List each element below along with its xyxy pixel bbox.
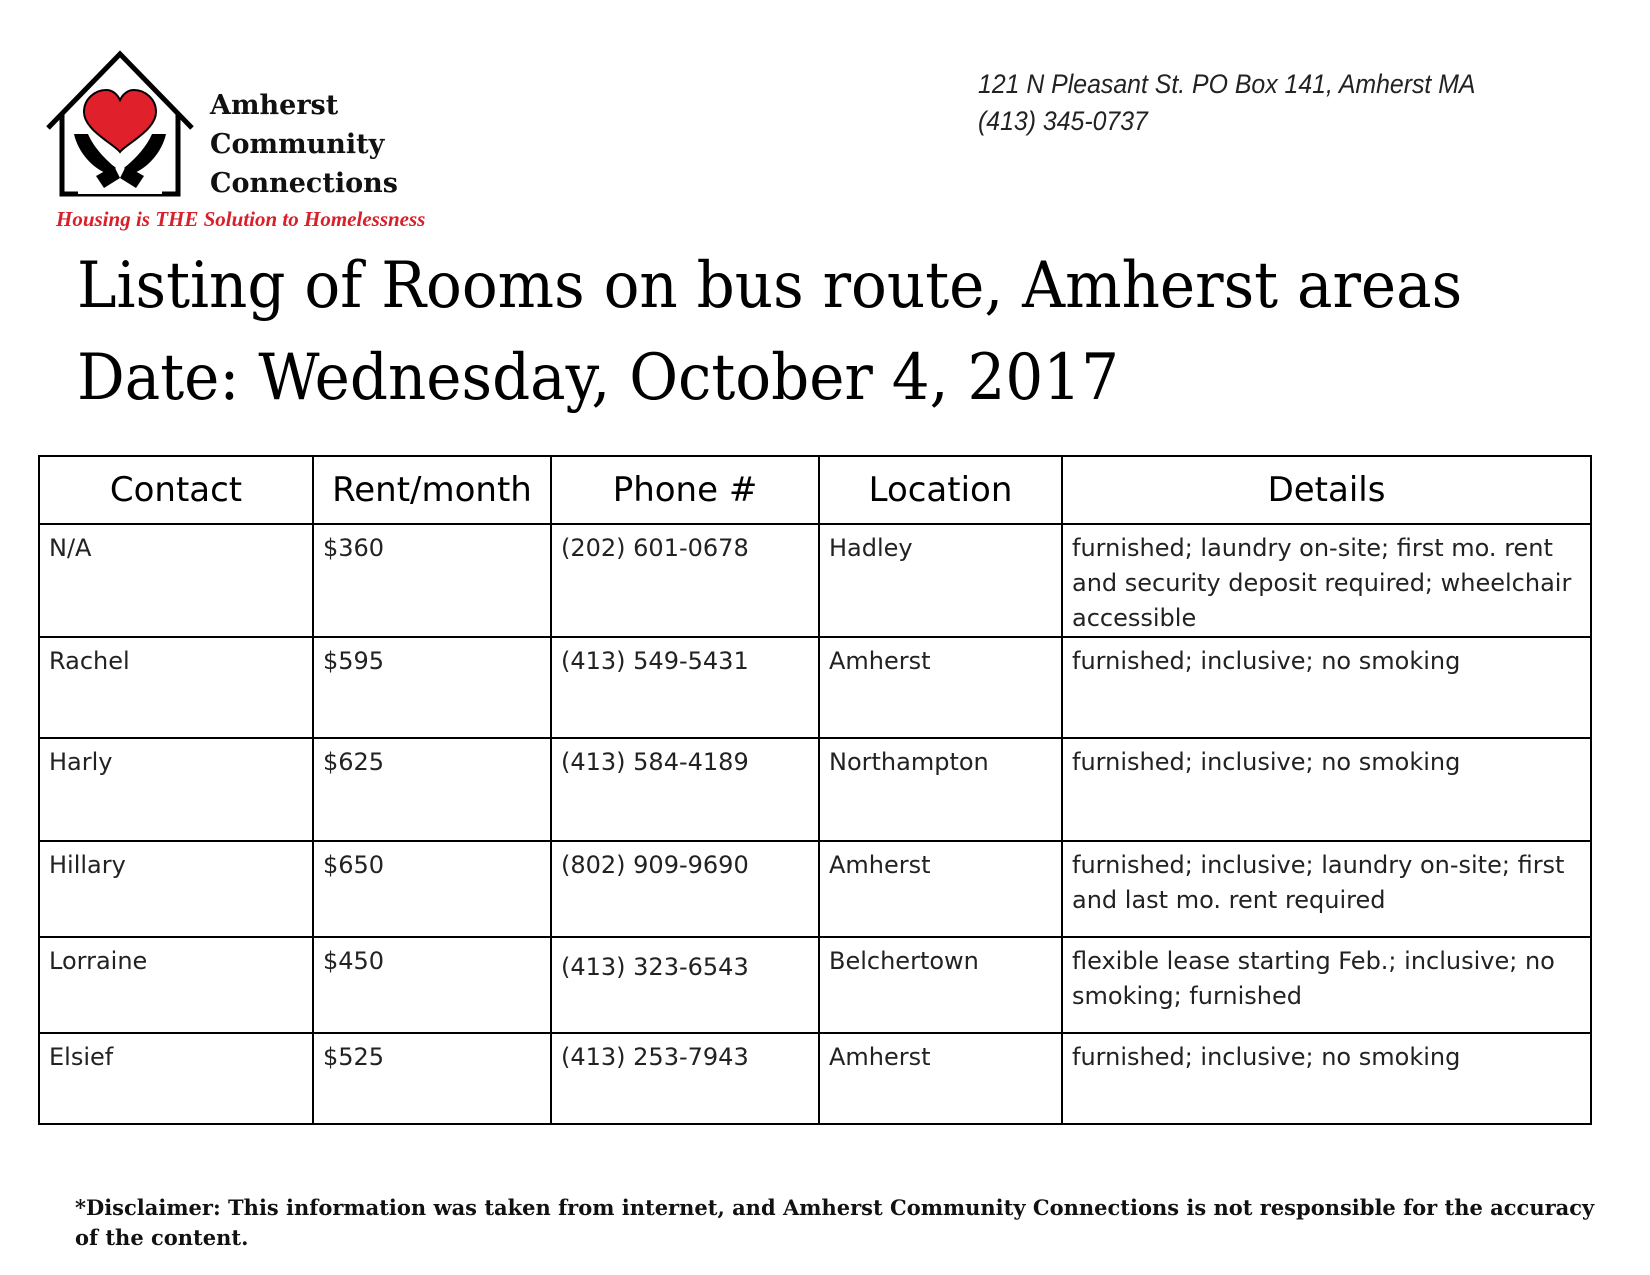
organization-logo bbox=[40, 44, 480, 234]
rent-cell: $525 bbox=[313, 1033, 551, 1124]
details-cell: furnished; inclusive; no smoking bbox=[1062, 1033, 1591, 1124]
tagline: Housing is THE Solution to Homelessness bbox=[56, 207, 426, 231]
location-cell: Amherst bbox=[819, 637, 1062, 738]
phone-number: (413) 345-0737 bbox=[978, 106, 1148, 136]
table-row bbox=[39, 937, 1591, 1033]
rent-cell: $595 bbox=[313, 637, 551, 738]
column-header-rent: Rent/month bbox=[313, 456, 551, 524]
phone-cell: (802) 909-9690 bbox=[551, 841, 819, 937]
location-cell: Northampton bbox=[819, 738, 1062, 841]
table-row bbox=[39, 524, 1591, 637]
details-cell: furnished; inclusive; no smoking bbox=[1062, 637, 1591, 738]
details-cell: furnished; inclusive; no smoking bbox=[1062, 738, 1591, 841]
column-header-contact: Contact bbox=[39, 456, 313, 524]
page-title: Listing of Rooms on bus route, Amherst areas bbox=[77, 249, 1463, 323]
room-listing-table bbox=[38, 455, 1592, 1125]
phone-cell: (413) 584-4189 bbox=[551, 738, 819, 841]
details-cell: furnished; laundry on-site; first mo. rent and security deposit required; wheelchair accessible bbox=[1062, 524, 1591, 637]
contact-address bbox=[978, 66, 1476, 140]
phone-cell: (413) 549-5431 bbox=[551, 637, 819, 738]
rent-cell: $625 bbox=[313, 738, 551, 841]
table-row bbox=[39, 738, 1591, 841]
rent-cell: $450 bbox=[313, 937, 551, 1033]
contact-cell: Rachel bbox=[39, 637, 313, 738]
org-name-line: Connections bbox=[210, 168, 398, 199]
column-header-location: Location bbox=[819, 456, 1062, 524]
details-cell: flexible lease starting Feb.; inclusive; no smoking; furnished bbox=[1062, 937, 1591, 1033]
listing-date: Date: Wednesday, October 4, 2017 bbox=[77, 341, 1119, 415]
column-header-details: Details bbox=[1062, 456, 1591, 524]
org-name-line: Amherst bbox=[210, 90, 339, 121]
street-address: 121 N Pleasant St. PO Box 141, Amherst MA bbox=[978, 69, 1476, 99]
rent-cell: $650 bbox=[313, 841, 551, 937]
contact-cell: Elsief bbox=[39, 1033, 313, 1124]
page-heading bbox=[77, 240, 1462, 424]
table-row bbox=[39, 637, 1591, 738]
column-header-phone: Phone # bbox=[551, 456, 819, 524]
location-cell: Belchertown bbox=[819, 937, 1062, 1033]
house-heart-hands-icon bbox=[44, 48, 196, 200]
phone-cell: (202) 601-0678 bbox=[551, 524, 819, 637]
table-row bbox=[39, 1033, 1591, 1124]
table-header-row bbox=[39, 456, 1591, 524]
location-cell: Hadley bbox=[819, 524, 1062, 637]
table-row bbox=[39, 841, 1591, 937]
contact-cell: N/A bbox=[39, 524, 313, 637]
location-cell: Amherst bbox=[819, 841, 1062, 937]
details-cell: furnished; inclusive; laundry on-site; first and last mo. rent required bbox=[1062, 841, 1591, 937]
phone-cell: (413) 253-7943 bbox=[551, 1033, 819, 1124]
org-name-line: Community bbox=[210, 129, 385, 160]
location-cell: Amherst bbox=[819, 1033, 1062, 1124]
contact-cell: Harly bbox=[39, 738, 313, 841]
rent-cell: $360 bbox=[313, 524, 551, 637]
phone-cell: (413) 323-6543 bbox=[551, 937, 819, 1033]
disclaimer: *Disclaimer: This information was taken from internet, and Amherst Community Connections is not responsible for the accuracy of the content. bbox=[75, 1195, 1595, 1250]
contact-cell: Hillary bbox=[39, 841, 313, 937]
contact-cell: Lorraine bbox=[39, 937, 313, 1033]
organization-name bbox=[210, 86, 398, 203]
